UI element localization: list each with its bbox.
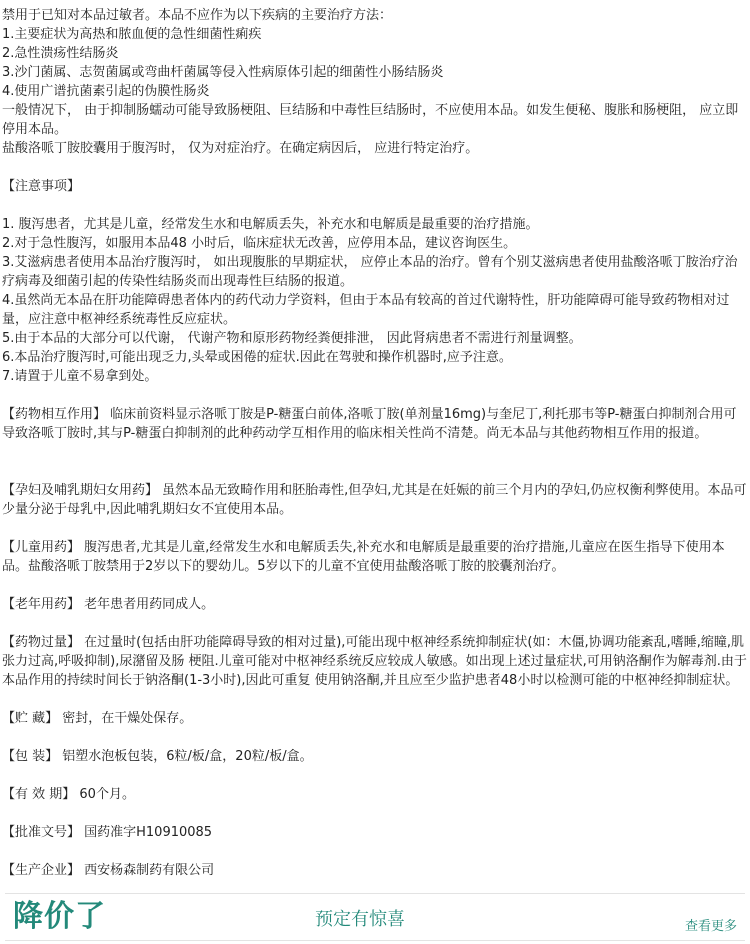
- promo-headline: 降价了: [13, 899, 106, 934]
- contraindication-item-3: 3.沙门菌属、志贺菌属或弯曲杆菌属等侵入性病原体引起的细菌性小肠结肠炎: [2, 65, 444, 80]
- promo-banner[interactable]: [5, 893, 745, 941]
- spacer: [2, 158, 748, 177]
- precaution-item-6: 6.本品治疗腹泻时,可能出现乏力,头晕或困倦的症状.因此在驾驶和操作机器时,应予注意。: [2, 350, 512, 365]
- spacer: [2, 576, 748, 595]
- spacer: [2, 690, 748, 709]
- precaution-item-2: 2.对于急性腹泻，如服用本品48 小时后，临床症状无改善，应停用本品，建议咨询医生。: [2, 236, 517, 251]
- packaging: 【包 装】 铝塑水泡板包装，6粒/板/盒，20粒/板/盒。: [2, 749, 313, 764]
- general-warning: 一般情况下， 由于抑制肠蠕动可能导致肠梗阻、巨结肠和中毒性巨结肠时，不应使用本品。如发生便秘、腹胀和肠梗阻， 应立即停用本品。: [2, 103, 739, 137]
- contraindication-item-4: 4.使用广谱抗菌素引起的伪膜性肠炎: [2, 84, 210, 99]
- precaution-item-3: 3.艾滋病患者使用本品治疗腹泻时， 如出现腹胀的早期症状， 应停止本品的治疗。曾有个别艾滋病患者使用盐酸洛哌丁胺治疗治疗病毒及细菌引起的传染性结肠炎而出现毒性巨结肠的报道。: [2, 255, 738, 289]
- spacer: [2, 804, 748, 823]
- pediatric-use: 【儿童用药】 腹泻患者,尤其是儿童,经常发生水和电解质丢失,补充水和电解质是最重要的治疗措施,儿童应在医生指导下使用本品。盐酸洛哌丁胺禁用于2岁以下的婴幼儿。5岁以下的儿童不宜使用盐酸洛哌丁胺的胶囊剂治疗。: [2, 540, 725, 574]
- contraindication-item-2: 2.急性溃疡性结肠炎: [2, 46, 119, 61]
- shelf-life: 【有 效 期】 60个月。: [2, 787, 135, 802]
- spacer: [2, 614, 748, 633]
- spacer: [2, 766, 748, 785]
- spacer: [2, 519, 748, 538]
- precautions-heading: 【注意事项】: [2, 179, 81, 194]
- spacer: [2, 196, 748, 215]
- precaution-item-7: 7.请置于儿童不易拿到处。: [2, 369, 158, 384]
- spacer: [2, 842, 748, 861]
- manufacturer: 【生产企业】 西安杨森制药有限公司: [2, 863, 215, 878]
- overdose: 【药物过量】 在过量时(包括由肝功能障碍导致的相对过量),可能出现中枢神经系统抑制症状(如：木僵,协调功能紊乱,嗜睡,缩瞳,肌张力过高,呼吸抑制),尿潴留及肠 梗阻.儿童可能对中枢神经系统反应较成人敏感。如出现上述过量症状,可用钠洛酮作为解毒剂.由于本品作用的持续时间长于钠洛酮(1-3小时),因此可重复 使用钠洛酮,并且应至少监护患者48小时以检测可能的中枢神经抑制症状。: [2, 635, 747, 688]
- symptomatic-note: 盐酸洛哌丁胺胶囊用于腹泻时， 仅为对症治疗。在确定病因后， 应进行特定治疗。: [2, 141, 479, 156]
- see-more-link[interactable]: 查看更多: [684, 919, 737, 934]
- contraindication-item-1: 1.主要症状为高热和脓血便的急性细菌性痢疾: [2, 27, 262, 42]
- pregnancy-use: 【孕妇及哺乳期妇女用药】 虽然本品无致畸作用和胚胎毒性,但孕妇,尤其是在妊娠的前三个月内的孕妇,仍应权衡利弊使用。本品可少量分泌于母乳中,因此哺乳期妇女不宜使用本品。: [2, 483, 747, 517]
- precaution-item-1: 1. 腹泻患者，尤其是儿童，经常发生水和电解质丢失，补充水和电解质是最重要的治疗措施。: [2, 217, 539, 232]
- spacer: [2, 443, 748, 481]
- spacer: [2, 728, 748, 747]
- promo-subtitle: 预定有惊喜: [315, 909, 405, 930]
- approval-number: 【批准文号】 国药准字H10910085: [2, 825, 213, 840]
- precaution-item-5: 5.由于本品的大部分可以代谢， 代谢产物和原形药物经粪便排泄， 因此肾病患者不需进行剂量调整。: [2, 331, 582, 346]
- precaution-item-4: 4.虽然尚无本品在肝功能障碍患者体内的药代动力学资料，但由于本品有较高的首过代谢特性，肝功能障碍可能导致药物相对过量，应注意中枢神经系统毒性反应症状。: [2, 293, 730, 327]
- drug-interactions: 【药物相互作用】 临床前资料显示洛哌丁胺是P-糖蛋白前体,洛哌丁胺(单剂量16mg)与奎尼丁,利托那韦等P-糖蛋白抑制剂合用可导致洛哌丁胺时,其与P-糖蛋白抑制剂的此种药动学互相作用的临床相关性尚不清楚。尚无本品与其他药物相互作用的报道。: [2, 407, 737, 441]
- contraindication-intro: 禁用于已知对本品过敏者。本品不应作为以下疾病的主要治疗方法：: [2, 8, 393, 23]
- storage: 【贮 藏】 密封，在干燥处保存。: [2, 711, 193, 726]
- geriatric-use: 【老年用药】 老年患者用药同成人。: [2, 597, 215, 612]
- spacer: [2, 386, 748, 405]
